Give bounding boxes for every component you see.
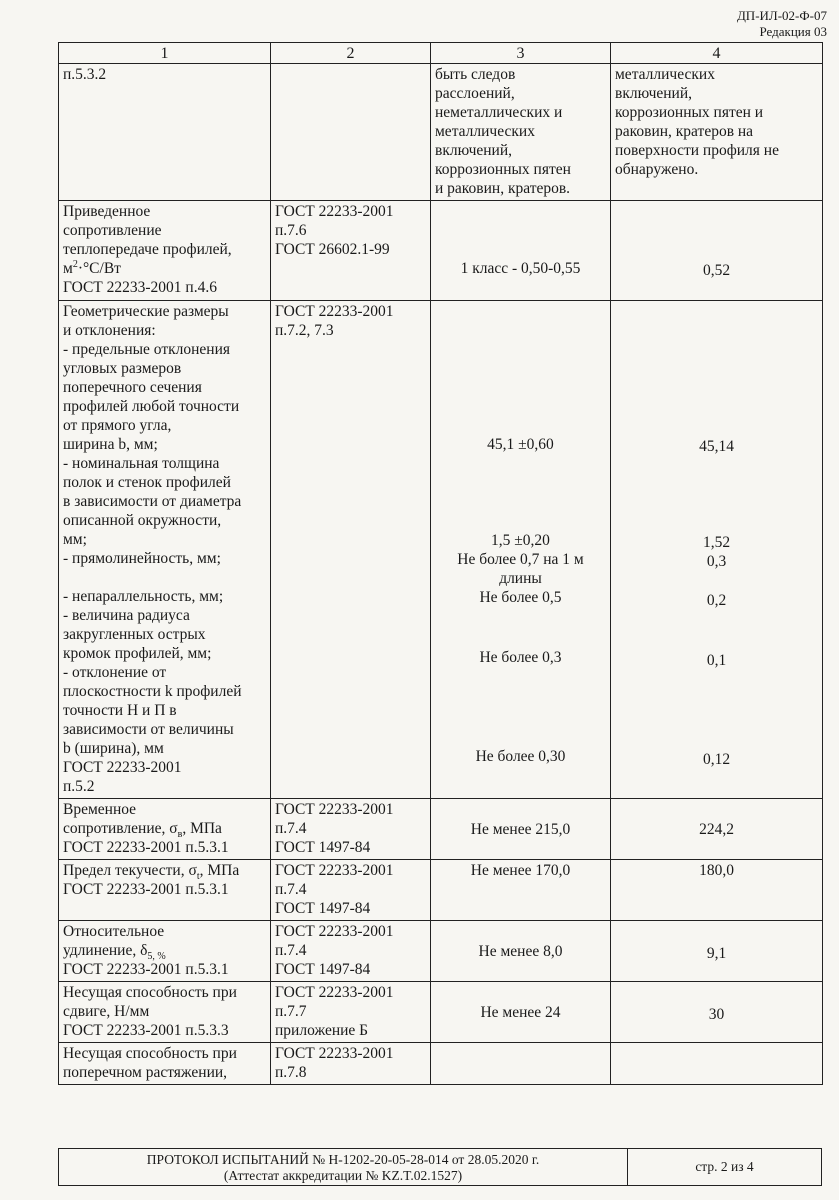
method-line: ГОСТ 1497-84 xyxy=(275,900,371,917)
indicator-line: Приведенное xyxy=(63,203,151,220)
table-row xyxy=(59,799,823,860)
requirement-value: Не более 0,7 на 1 м xyxy=(457,551,584,568)
indicator-line: профилей любой точности xyxy=(63,398,240,415)
method-line: п.7.4 xyxy=(275,881,307,898)
indicator-cell xyxy=(59,201,271,301)
indicator-line: - отклонение от xyxy=(63,664,167,681)
indicator-line: - величина радиуса xyxy=(63,607,190,624)
indicator-cell xyxy=(59,921,271,982)
result-value: 9,1 xyxy=(706,945,727,962)
requirement-value: Не менее 215,0 xyxy=(470,821,571,838)
indicator-subscript: t xyxy=(196,871,200,883)
method-cell xyxy=(271,301,431,799)
unit-line xyxy=(63,259,266,278)
result-cell xyxy=(611,64,823,201)
indicator-line: кромок профилей, мм; xyxy=(63,645,212,662)
indicator-line: угловых размеров xyxy=(63,360,182,377)
method-line: ГОСТ 26602.1-99 xyxy=(275,241,390,258)
requirement-value: 45,1 ±0,60 xyxy=(487,436,554,453)
method-cell xyxy=(271,982,431,1043)
method-line: ГОСТ 22233-2001 xyxy=(275,303,394,320)
method-cell xyxy=(271,799,431,860)
indicator-cell xyxy=(59,860,271,921)
requirement-value: Не более 0,3 xyxy=(479,649,562,666)
table-row xyxy=(59,201,823,301)
page-number: стр. 2 из 4 xyxy=(695,1159,754,1174)
requirement-cell xyxy=(431,799,611,860)
indicator-line: Несущая способность при xyxy=(63,1045,237,1062)
result-value: 1,52 xyxy=(702,534,731,551)
result-value: 45,14 xyxy=(699,438,734,455)
column-header: 1 xyxy=(59,43,271,64)
result-cell xyxy=(611,301,823,799)
requirement-value: Не менее 170,0 xyxy=(470,862,571,879)
result-value: 0,12 xyxy=(702,751,731,768)
requirement-value: Не менее 8,0 xyxy=(478,943,563,960)
requirement-cell xyxy=(431,982,611,1043)
indicator-line: сдвиге, Н/мм xyxy=(63,1003,150,1020)
requirement-cell xyxy=(431,301,611,799)
indicator-line xyxy=(63,941,266,963)
indicator-line: Несущая способность при xyxy=(63,984,237,1001)
unit-superscript: 2 xyxy=(72,258,78,270)
indicator-line: плоскостности k профилей xyxy=(63,683,242,700)
method-line: ГОСТ 1497-84 xyxy=(275,839,371,856)
result-line: обнаружено. xyxy=(615,161,699,178)
table-row xyxy=(59,982,823,1043)
indicator-line: зависимости от величины xyxy=(63,721,234,738)
result-value: 0,1 xyxy=(706,652,727,669)
column-header: 3 xyxy=(431,43,611,64)
indicator-line: п.5.2 xyxy=(63,778,95,795)
method-line: приложение Б xyxy=(275,1022,369,1039)
unit-text: ·°С/Вт xyxy=(77,260,121,277)
indicator-line: ширина b, мм; xyxy=(63,436,158,453)
requirement-line: расслоений, xyxy=(435,85,515,102)
result-value: 0,3 xyxy=(706,553,727,570)
table-row xyxy=(59,1043,823,1085)
indicator-line: Относительное xyxy=(63,923,165,940)
table-row xyxy=(59,860,823,921)
indicator-line: закругленных острых xyxy=(63,626,206,643)
requirement-cell xyxy=(431,201,611,301)
norm-reference: ГОСТ 22233-2001 п.5.3.1 xyxy=(63,839,229,856)
requirement-value: 1 класс - 0,50-0,55 xyxy=(460,260,581,277)
requirement-value: 1,5 ±0,20 xyxy=(491,532,550,549)
method-cell xyxy=(271,201,431,301)
protocol-title: ПРОТОКОЛ ИСПЫТАНИЙ № Н-1202-20-05-28-014 от 28.05.2020 г. xyxy=(146,1152,540,1167)
indicator-line: Временное xyxy=(63,801,137,818)
indicator-cell xyxy=(59,301,271,799)
indicator-line: b (ширина), мм xyxy=(63,740,164,757)
indicator-line: от прямого угла, xyxy=(63,417,172,434)
protocol-block xyxy=(59,1149,628,1185)
indicator-line: описанной окружности, xyxy=(63,512,222,529)
indicator-cell xyxy=(59,982,271,1043)
indicator-line: ГОСТ 22233-2001 xyxy=(63,759,182,776)
indicator-line xyxy=(63,819,266,841)
requirement-cell xyxy=(431,64,611,201)
indicator-line: поперечном растяжении, xyxy=(63,1064,228,1081)
result-cell xyxy=(611,921,823,982)
norm-reference: ГОСТ 22233-2001 п.5.3.1 xyxy=(63,961,229,978)
requirement-cell xyxy=(431,860,611,921)
indicator-text: , МПа xyxy=(199,862,240,879)
indicator-line: - прямолинейность, мм; xyxy=(63,550,221,567)
indicator-line: Геометрические размеры xyxy=(63,303,229,320)
accreditation-line: (Аттестат аккредитации № KZ.T.02.1527) xyxy=(223,1168,463,1183)
indicator-line: полок и стенок профилей xyxy=(63,474,231,491)
method-line: ГОСТ 22233-2001 xyxy=(275,923,394,940)
result-cell xyxy=(611,860,823,921)
result-line: металлических xyxy=(615,66,715,83)
norm-reference: ГОСТ 22233-2001 п.5.3.1 xyxy=(63,881,229,898)
norm-reference: ГОСТ 22233-2001 п.4.6 xyxy=(63,279,217,296)
table-row xyxy=(59,921,823,982)
indicator-line: мм; xyxy=(63,531,87,548)
method-line: п.7.2, 7.3 xyxy=(275,322,334,339)
result-line: коррозионных пятен и xyxy=(615,104,764,121)
result-value: 0,52 xyxy=(702,262,731,279)
method-line: ГОСТ 22233-2001 xyxy=(275,1045,394,1062)
requirement-value: Не более 0,30 xyxy=(475,748,566,765)
result-line: раковин, кратеров на xyxy=(615,123,754,140)
requirement-value: длины xyxy=(499,570,542,587)
requirement-line: коррозионных пятен xyxy=(435,161,571,178)
column-header: 4 xyxy=(611,43,823,64)
indicator-line: - номинальная толщина xyxy=(63,455,220,472)
method-line: ГОСТ 1497-84 xyxy=(275,961,371,978)
indicator-text: Предел текучести, σ xyxy=(63,862,197,879)
document-code: ДП-ИЛ-02-Ф-07 xyxy=(736,8,827,23)
result-value: 224,2 xyxy=(699,821,734,838)
indicator-subscript: 5, % xyxy=(147,951,166,963)
requirement-cell xyxy=(431,1043,611,1085)
revision-label: Редакция 03 xyxy=(759,24,827,39)
requirement-cell xyxy=(431,921,611,982)
requirement-line: неметаллических и xyxy=(435,104,563,121)
indicator-cell xyxy=(59,64,271,201)
indicator-cell xyxy=(59,799,271,860)
indicator-line: теплопередаче профилей, xyxy=(63,241,232,258)
indicator-text: , МПа xyxy=(182,820,222,837)
indicator-cell xyxy=(59,1043,271,1085)
method-cell xyxy=(271,1043,431,1085)
result-line: включений, xyxy=(615,85,693,102)
requirement-line: быть следов xyxy=(435,66,516,83)
method-line: ГОСТ 22233-2001 xyxy=(275,801,394,818)
norm-reference: п.5.3.2 xyxy=(63,66,107,83)
result-cell xyxy=(611,799,823,860)
indicator-line xyxy=(63,568,266,587)
requirement-value: Не менее 24 xyxy=(480,1004,561,1021)
requirement-line: металлических xyxy=(435,123,535,140)
test-results-table xyxy=(58,42,823,1085)
method-line: п.7.4 xyxy=(275,942,307,959)
method-cell xyxy=(271,860,431,921)
result-value: 30 xyxy=(708,1006,725,1023)
result-cell xyxy=(611,201,823,301)
unit-text: м xyxy=(63,260,73,277)
indicator-line: и отклонения: xyxy=(63,322,156,339)
indicator-line: - непараллельность, мм; xyxy=(63,588,224,605)
indicator-line: в зависимости от диаметра xyxy=(63,493,242,510)
indicator-line: точности Н и П в xyxy=(63,702,177,719)
result-value: 180,0 xyxy=(699,862,734,879)
method-line: п.7.8 xyxy=(275,1064,307,1081)
indicator-line xyxy=(63,861,266,883)
requirement-line: включений, xyxy=(435,142,513,159)
document-code-block xyxy=(737,8,827,40)
indicator-text: сопротивление, σ xyxy=(63,820,178,837)
method-line: ГОСТ 22233-2001 xyxy=(275,862,394,879)
method-line: п.7.4 xyxy=(275,820,307,837)
result-value: 0,2 xyxy=(706,592,727,609)
method-line: ГОСТ 22233-2001 xyxy=(275,203,394,220)
indicator-text: удлинение, δ xyxy=(63,942,148,959)
indicator-line: поперечного сечения xyxy=(63,379,202,396)
table-row xyxy=(59,64,823,201)
method-line: п.7.7 xyxy=(275,1003,307,1020)
table-row xyxy=(59,301,823,799)
method-cell xyxy=(271,64,431,201)
method-line: ГОСТ 22233-2001 xyxy=(275,984,394,1001)
norm-reference: ГОСТ 22233-2001 п.5.3.3 xyxy=(63,1022,229,1039)
method-line: п.7.6 xyxy=(275,222,307,239)
result-cell xyxy=(611,1043,823,1085)
method-cell xyxy=(271,921,431,982)
column-header: 2 xyxy=(271,43,431,64)
result-cell xyxy=(611,982,823,1043)
requirement-line: и раковин, кратеров. xyxy=(435,180,571,197)
requirement-value: Не более 0,5 xyxy=(479,589,562,606)
indicator-subscript: в xyxy=(177,829,183,841)
indicator-line: сопротивление xyxy=(63,222,162,239)
indicator-line: - предельные отклонения xyxy=(63,341,231,358)
result-line: поверхности профиля не xyxy=(615,142,779,159)
column-number-row xyxy=(59,43,823,64)
page-footer xyxy=(58,1148,822,1186)
